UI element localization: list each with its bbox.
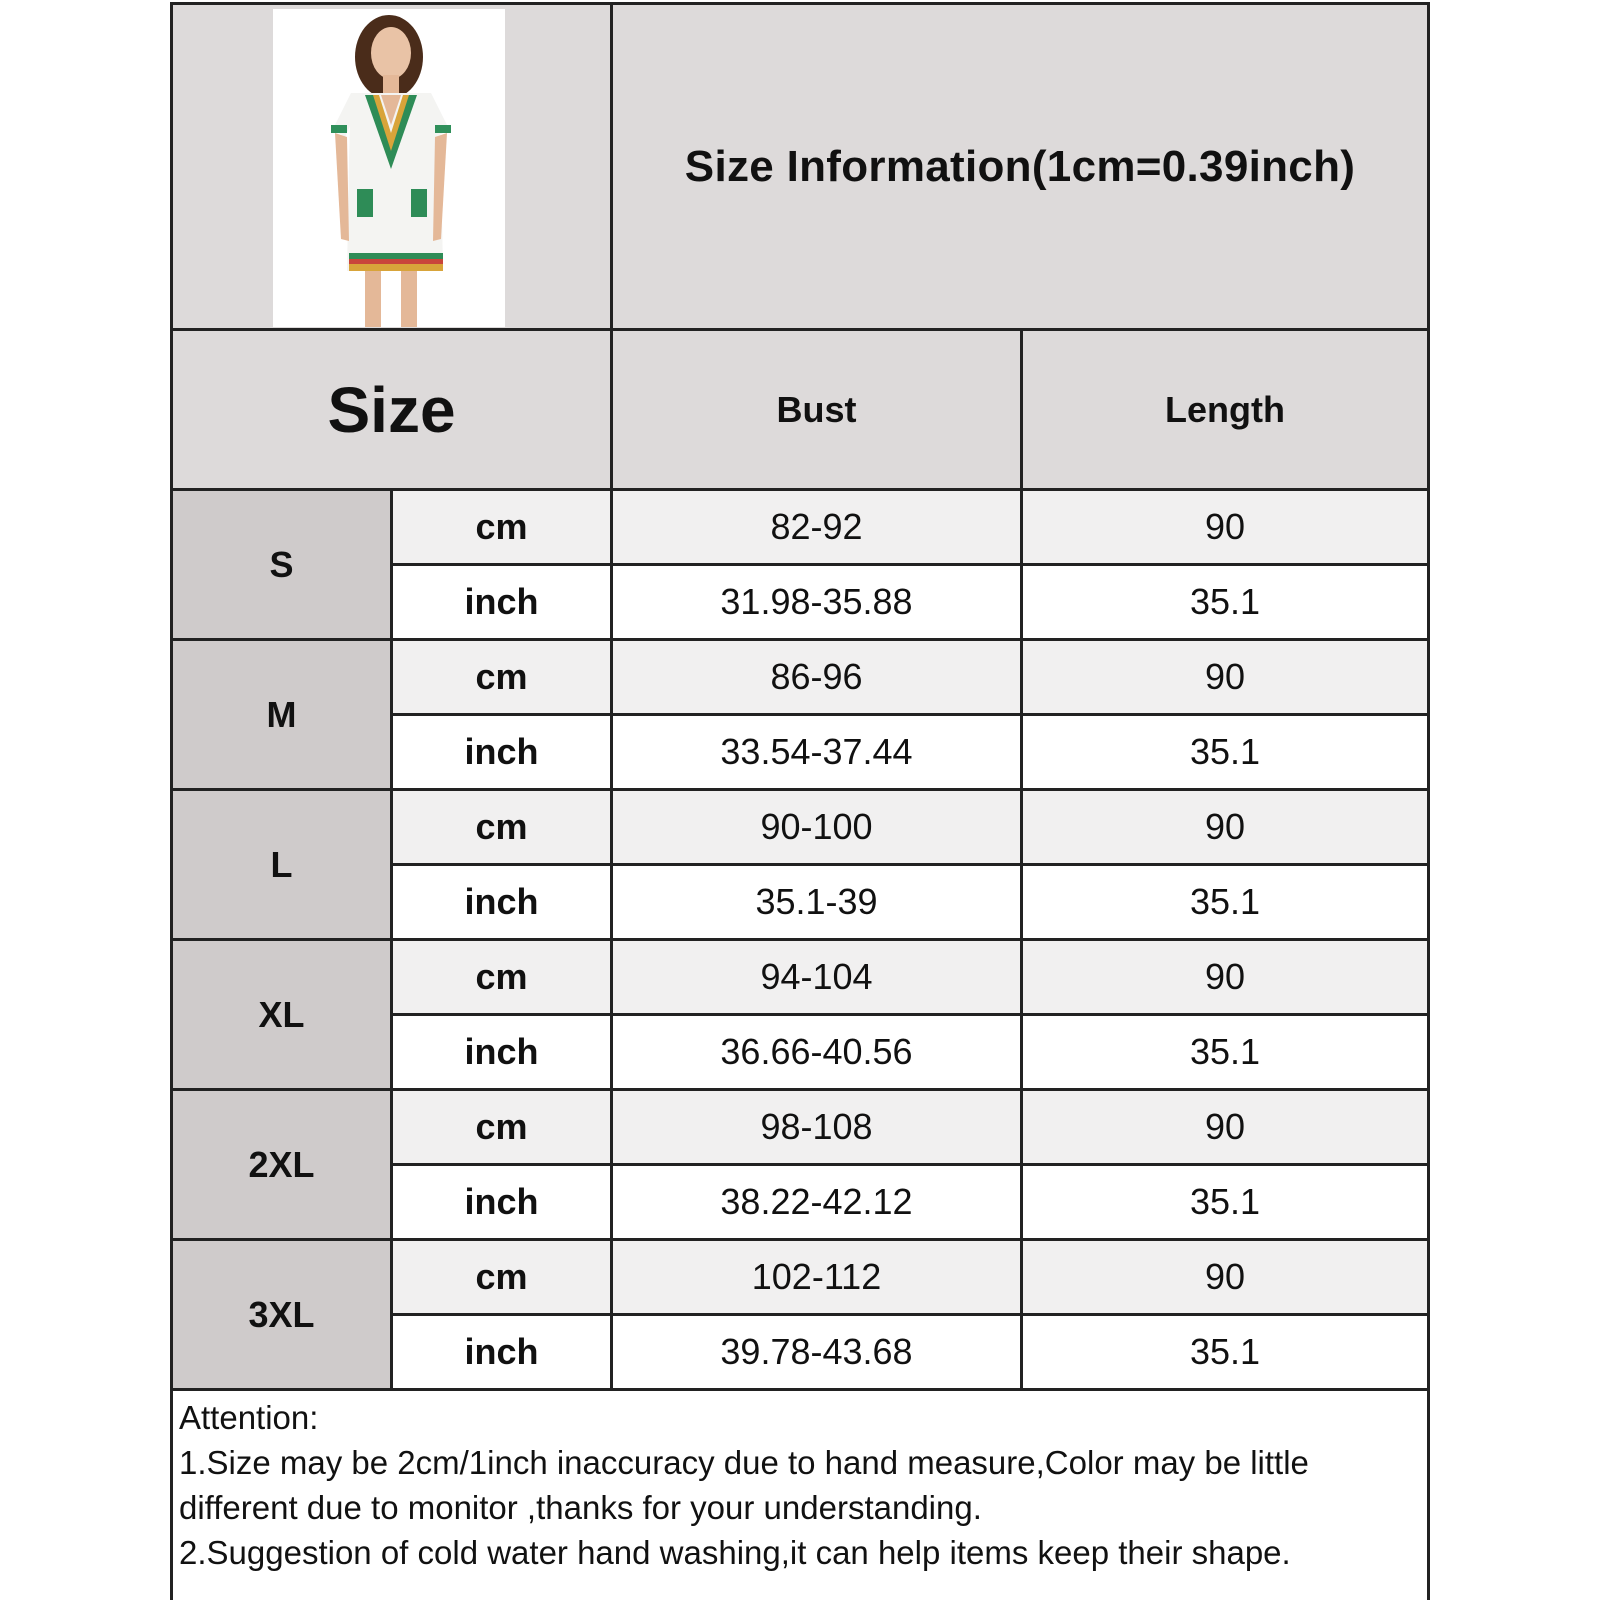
bust-cell: 39.78-43.68 bbox=[613, 1316, 1023, 1388]
bust-cell: 86-96 bbox=[613, 641, 1023, 713]
bust-cell: 94-104 bbox=[613, 941, 1023, 1013]
bust-cell: 36.66-40.56 bbox=[613, 1016, 1023, 1088]
size-group-xl bbox=[173, 941, 1427, 1091]
product-photo-cell bbox=[173, 5, 613, 331]
table-row bbox=[393, 491, 1427, 566]
table-row bbox=[393, 941, 1427, 1016]
header-size: Size bbox=[173, 331, 613, 491]
unit-cell: cm bbox=[393, 1241, 613, 1313]
bust-cell: 82-92 bbox=[613, 491, 1023, 563]
size-label: 2XL bbox=[173, 1091, 393, 1238]
table-row bbox=[393, 566, 1427, 638]
length-cell: 35.1 bbox=[1189, 731, 1261, 772]
size-chart bbox=[170, 2, 1430, 1600]
unit-cell: inch bbox=[393, 866, 613, 938]
product-photo bbox=[273, 9, 505, 327]
table-row bbox=[393, 641, 1427, 716]
table-row bbox=[393, 1166, 1427, 1238]
unit-cell: inch bbox=[393, 566, 613, 638]
size-group-l bbox=[173, 791, 1427, 941]
length-cell: 35.1 bbox=[1189, 1181, 1261, 1222]
attention-heading: Attention: bbox=[179, 1399, 319, 1436]
bust-cell: 102-112 bbox=[613, 1241, 1023, 1313]
unit-cell: cm bbox=[393, 791, 613, 863]
bust-cell: 33.54-37.44 bbox=[613, 716, 1023, 788]
unit-cell: inch bbox=[393, 1016, 613, 1088]
size-group-m bbox=[173, 641, 1427, 791]
length-cell: 35.1 bbox=[1189, 1331, 1261, 1372]
size-label: XL bbox=[173, 941, 393, 1088]
table-row bbox=[393, 1016, 1427, 1088]
header-bust: Bust bbox=[613, 331, 1023, 491]
table-row bbox=[393, 866, 1427, 938]
table-row bbox=[393, 791, 1427, 866]
length-cell: 90 bbox=[1204, 1256, 1246, 1297]
chart-title: Size Information(1cm=0.39inch) bbox=[684, 141, 1356, 191]
table-row bbox=[393, 1316, 1427, 1388]
length-cell: 35.1 bbox=[1189, 1031, 1261, 1072]
bust-cell: 35.1-39 bbox=[613, 866, 1023, 938]
table-row bbox=[393, 716, 1427, 788]
length-cell: 35.1 bbox=[1189, 581, 1261, 622]
length-cell: 90 bbox=[1204, 656, 1246, 697]
attention-notes bbox=[173, 1391, 1427, 1579]
size-group-2xl bbox=[173, 1091, 1427, 1241]
attention-line-1: 1.Size may be 2cm/1inch inaccuracy due to hand measure,Color may be little different due to monitor ,thanks for your understanding. bbox=[179, 1444, 1309, 1526]
title-cell bbox=[613, 5, 1427, 331]
unit-cell: inch bbox=[393, 716, 613, 788]
table-row bbox=[393, 1091, 1427, 1166]
size-label: S bbox=[173, 491, 393, 638]
attention-line-2: 2.Suggestion of cold water hand washing,it can help items keep their shape. bbox=[179, 1534, 1291, 1571]
length-cell: 90 bbox=[1204, 806, 1246, 847]
unit-cell: inch bbox=[393, 1166, 613, 1238]
unit-cell: cm bbox=[393, 491, 613, 563]
unit-cell: cm bbox=[393, 641, 613, 713]
bust-cell: 90-100 bbox=[613, 791, 1023, 863]
unit-cell: inch bbox=[393, 1316, 613, 1388]
size-label: 3XL bbox=[173, 1241, 393, 1388]
length-cell: 35.1 bbox=[1189, 881, 1261, 922]
bust-cell: 98-108 bbox=[613, 1091, 1023, 1163]
table-row bbox=[393, 1241, 1427, 1316]
bust-cell: 38.22-42.12 bbox=[613, 1166, 1023, 1238]
unit-cell: cm bbox=[393, 941, 613, 1013]
size-rows bbox=[173, 491, 1427, 1391]
size-label: M bbox=[173, 641, 393, 788]
size-group-s bbox=[173, 491, 1427, 641]
length-cell: 90 bbox=[1204, 506, 1246, 547]
dress-model-illustration bbox=[273, 9, 505, 327]
unit-cell: cm bbox=[393, 1091, 613, 1163]
size-label: L bbox=[173, 791, 393, 938]
header-length: Length bbox=[1023, 331, 1427, 491]
bust-cell: 31.98-35.88 bbox=[613, 566, 1023, 638]
size-group-3xl bbox=[173, 1241, 1427, 1391]
length-cell: 90 bbox=[1204, 1106, 1246, 1147]
length-cell: 90 bbox=[1204, 956, 1246, 997]
